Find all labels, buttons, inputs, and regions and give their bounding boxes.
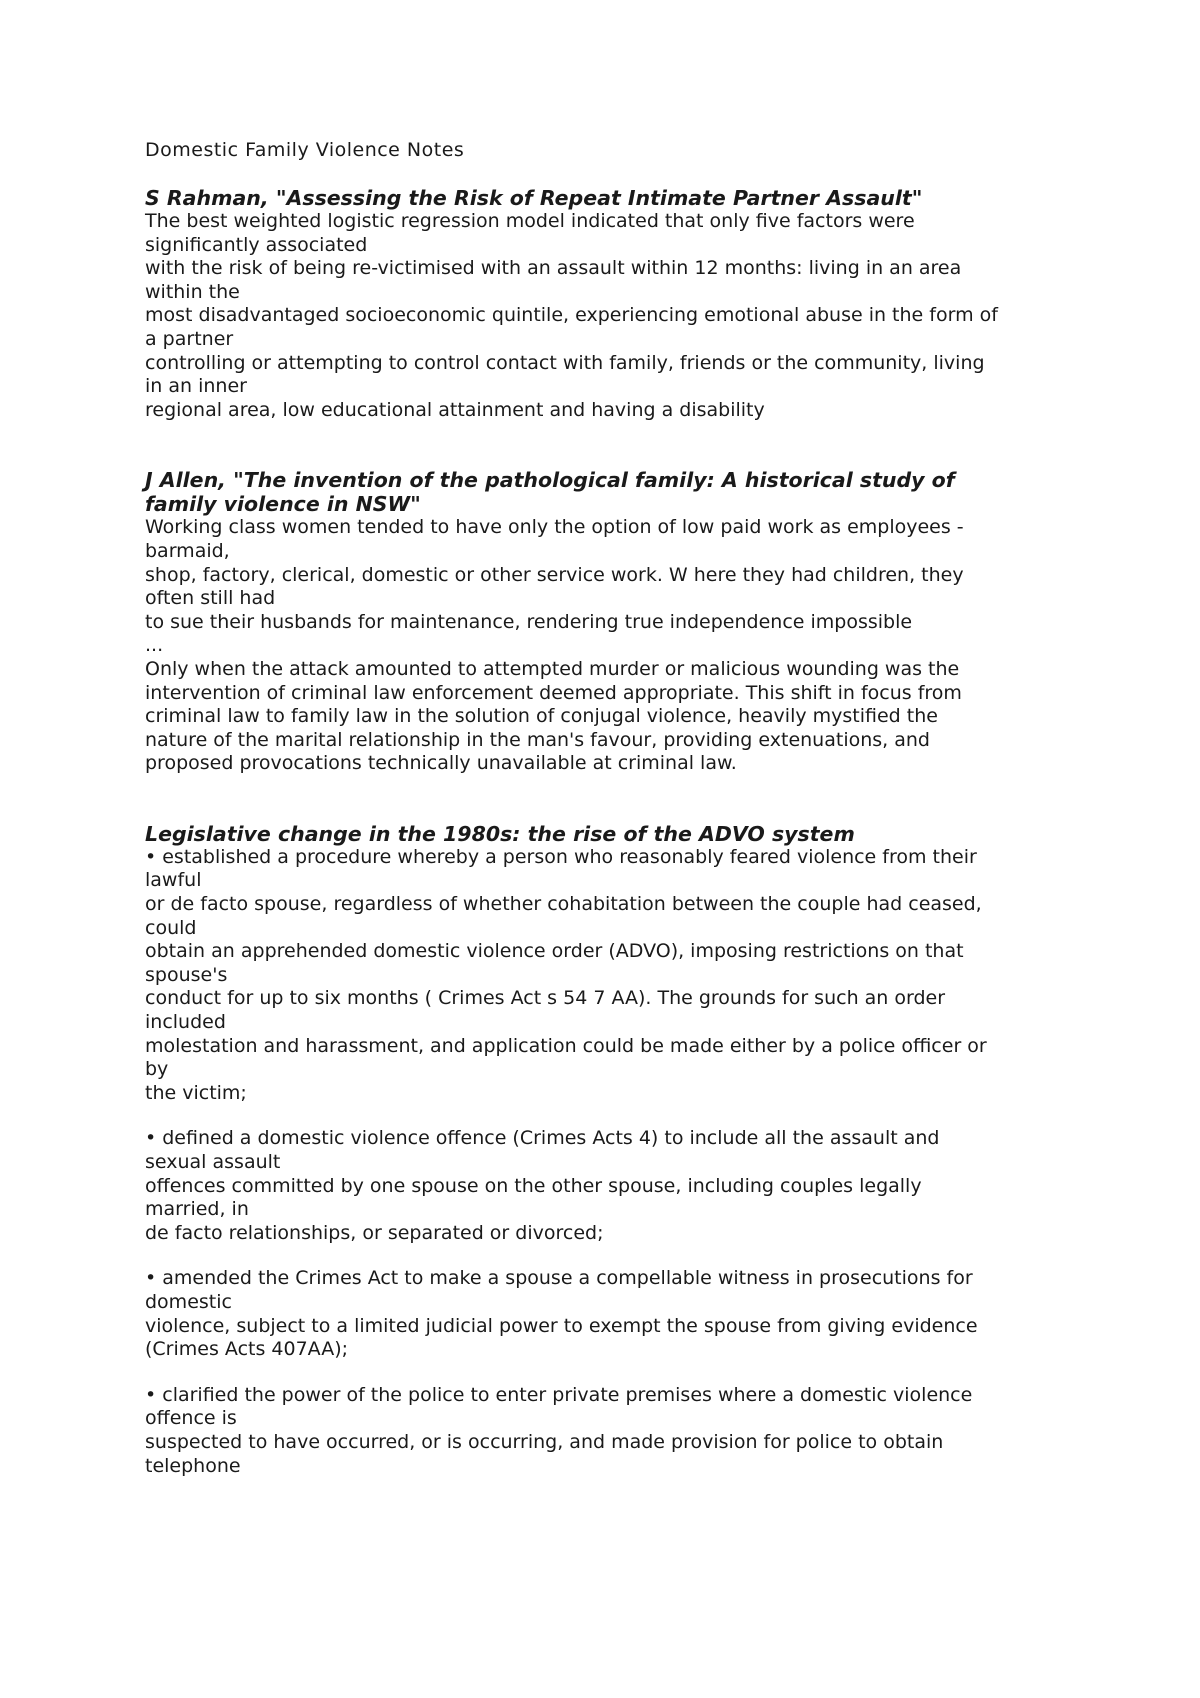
section-allen bbox=[145, 468, 1080, 776]
bullet-line: offence is bbox=[145, 1407, 237, 1430]
body-line: proposed provocations technically unavailable at criminal law. bbox=[145, 752, 737, 775]
body-line: regional area, low educational attainment and having a disability bbox=[145, 398, 765, 421]
body-line: most disadvantaged socioeconomic quintile, experiencing emotional abuse in the form of bbox=[145, 304, 998, 327]
body-line: often still had bbox=[145, 587, 276, 610]
bullet-line: obtain an apprehended domestic violence order (ADVO), imposing restrictions on that bbox=[145, 940, 964, 963]
section-legislative-change bbox=[145, 822, 1080, 1478]
bullet-line: • established a procedure whereby a person who reasonably feared violence from their bbox=[145, 845, 977, 868]
body-line: significantly associated bbox=[145, 233, 368, 256]
section-heading: S Rahman, "Assessing the Risk of Repeat Intimate Partner Assault" bbox=[145, 186, 923, 210]
bullet-line: violence, subject to a limited judicial power to exempt the spouse from giving evidence bbox=[145, 1314, 978, 1337]
document-page bbox=[145, 138, 1080, 1478]
body-line: with the risk of being re-victimised with an assault within 12 months: living in an area bbox=[145, 257, 962, 280]
bullet-line: could bbox=[145, 916, 197, 939]
body-line: intervention of criminal law enforcement deemed appropriate. This shift in focus from bbox=[145, 681, 962, 704]
bullet-line: telephone bbox=[145, 1454, 241, 1477]
bullet-line: • amended the Crimes Act to make a spouse a compellable witness in prosecutions for bbox=[145, 1267, 973, 1290]
body-line: to sue their husbands for maintenance, rendering true independence impossible bbox=[145, 610, 913, 633]
body-line: Only when the attack amounted to attempted murder or malicious wounding was the bbox=[145, 657, 960, 680]
section-heading: J Allen, "The invention of the pathological family: A historical study of bbox=[145, 468, 955, 493]
bullet-line: • clarified the power of the police to enter private premises where a domestic violence bbox=[145, 1383, 973, 1406]
body-line: barmaid, bbox=[145, 539, 230, 562]
bullet-line: • defined a domestic violence offence (Crimes Acts 4) to include all the assault and bbox=[145, 1127, 940, 1150]
section-spacer bbox=[145, 776, 1080, 822]
bullet-line: sexual assault bbox=[145, 1151, 281, 1173]
bullet-item bbox=[145, 846, 1080, 1106]
bullet-item bbox=[145, 1384, 1080, 1478]
body-line: in an inner bbox=[145, 375, 247, 398]
body-line: a partner bbox=[145, 327, 234, 350]
section-heading: Legislative change in the 1980s: the rise of the ADVO system bbox=[145, 821, 855, 846]
bullet-line: offences committed by one spouse on the other spouse, including couples legally bbox=[145, 1174, 922, 1197]
bullet-line: the victim; bbox=[145, 1081, 247, 1104]
bullet-line: by bbox=[145, 1058, 169, 1081]
body-line: The best weighted logistic regression model indicated that only five factors were bbox=[145, 210, 915, 232]
body-line: nature of the marital relationship in the man's favour, providing extenuations, and bbox=[145, 728, 930, 751]
body-line: controlling or attempting to control contact with family, friends or the community, living bbox=[145, 351, 985, 374]
bullet-line: married, in bbox=[145, 1198, 249, 1221]
body-line: shop, factory, clerical, domestic or other service work. W here they had children, they bbox=[145, 563, 964, 586]
bullet-spacer bbox=[145, 1245, 1080, 1267]
bullet-line: spouse's bbox=[145, 963, 228, 986]
bullet-line: molestation and harassment, and application could be made either by a police officer or bbox=[145, 1034, 987, 1057]
bullet-line: conduct for up to six months ( Crimes Act s 54 7 AA). The grounds for such an order bbox=[145, 987, 946, 1010]
bullet-item bbox=[145, 1267, 1080, 1361]
section-heading: family violence in NSW" bbox=[145, 492, 421, 517]
bullet-spacer bbox=[145, 1105, 1080, 1127]
bullet-line: lawful bbox=[145, 869, 202, 892]
bullet-line: included bbox=[145, 1011, 226, 1034]
bullet-line: or de facto spouse, regardless of whether cohabitation between the couple had ceased, bbox=[145, 893, 982, 916]
section-body bbox=[145, 210, 1080, 422]
bullet-line: domestic bbox=[145, 1290, 232, 1313]
document-title: Domestic Family Violence Notes bbox=[145, 139, 465, 161]
body-line: criminal law to family law in the solution of conjugal violence, heavily mystified the bbox=[145, 705, 938, 728]
bullet-line: suspected to have occurred, or is occurring, and made provision for police to obtain bbox=[145, 1430, 944, 1453]
bullet-line: de facto relationships, or separated or divorced; bbox=[145, 1221, 604, 1244]
section-spacer bbox=[145, 422, 1080, 468]
body-line: ... bbox=[145, 634, 164, 657]
bullet-line: (Crimes Acts 407AA); bbox=[145, 1338, 349, 1361]
bullet-item bbox=[145, 1127, 1080, 1245]
section-body bbox=[145, 516, 1080, 776]
section-rahman bbox=[145, 186, 1080, 422]
body-line: within the bbox=[145, 280, 240, 303]
bullet-spacer bbox=[145, 1362, 1080, 1384]
body-line: Working class women tended to have only the option of low paid work as employees - bbox=[145, 516, 964, 539]
